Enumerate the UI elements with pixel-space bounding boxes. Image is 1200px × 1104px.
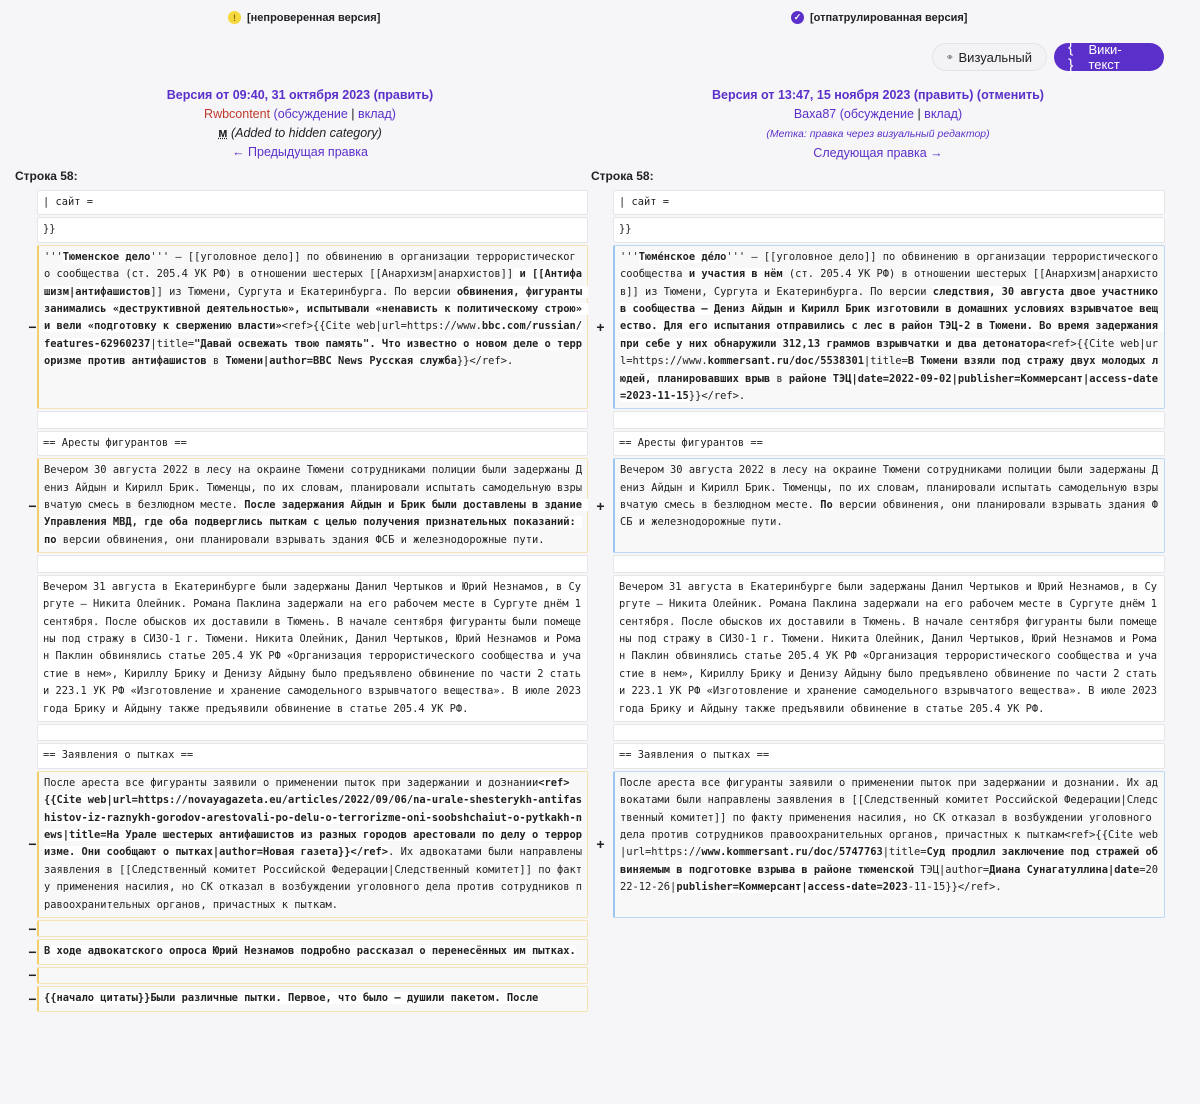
right-edit-tag: (Метка: правка через визуальный редактор) [766,128,990,140]
context-line-right [613,724,1165,741]
check-circle-icon: ✓ [791,11,804,24]
next-edit-link[interactable]: Следующая правка → [813,146,943,160]
text-segment: |title= [150,337,195,350]
changed-text: По [820,499,833,512]
marker-spacer [588,431,613,456]
text-segment: ''' — [[уголовное дело]] по обвинению в организации террористического сообщества [620,250,1165,281]
changed-text: Диана Сунагатуллина|date [989,863,1140,876]
changed-text: и [[Антифашизм|антифашистов [44,268,583,298]
deleted-marker: − [28,990,37,1007]
right-user-link[interactable]: Baxa87 [793,107,837,121]
visual-mode-button[interactable] [932,43,1047,71]
context-line-right [613,743,1165,768]
previous-edit-link[interactable]: ← Предыдущая правка [232,145,368,159]
wikitext-mode-button[interactable] [1054,39,1164,74]
deleted-line [37,986,588,1011]
right-edit-link[interactable]: править [917,88,970,102]
text-segment: После ареста все фигуранты заявили о применении пыток при задержании и дознании. Их адвокатами были направлены заявления в [[Следственный комитет Российской Федерации|Следственный комитет]] по факту применения насилия, но СК отказал в возбуждении уголовного дела против сотрудников правоохранительных органов, причастных к пыткам<ref>{{Cite web|url=https:// [620,776,1158,859]
text-segment: ''' — [[уголовное дело]] по обвинению в организации террористического сообщества (ст. 205.4 УК РФ) в отношении шестерых [[Анархизм|анархистов]] [44,250,576,281]
added-line [613,771,1165,918]
text-segment: | сайт = [619,196,670,208]
empty-right-cell [613,986,1165,1011]
left-status-badge [228,11,380,24]
left-user-link[interactable]: Rwbcontent [204,107,271,121]
added-line [613,245,1165,410]
text-segment: }} [43,223,56,236]
context-line-left [37,575,588,722]
deleted-marker: − [28,319,37,336]
left-talk-link[interactable]: обсуждение [277,107,348,121]
context-line-left [37,217,588,242]
text-segment: |title= [882,846,927,859]
deleted-marker: − [28,497,37,514]
deleted-line [37,939,588,964]
text-segment: == Заявления о пытках == [619,749,770,762]
left-version-link[interactable]: Версия от 09:40, 31 октября 2023 [166,88,371,102]
text-segment: в [770,372,789,385]
diff-table [28,190,1165,1012]
text-segment: Вечером 31 августа в Екатеринбурге были задержаны Данил Чертыков и Юрий Незнамов, в Сургуте — Никита Олейник. Романа Паклина задержали на его рабочем месте в Сургуте днём 1 сентября. После обысков их доставили в Тюмень. В начале сентября фигуранты были помещены под стражу в СИЗО-1 г. Тюмени. Никита Олейник, Данил Чертыков, Юрий Незнамов и Роман Паклин обвинялись статье 205.4 УК РФ «Организация террористического сообщества и участие в нем», Кириллу Брику и Денизу Айдыну было предъявлено обвинение по части 2 статьи 223.1 УК РФ «Изготовление и хранение самодельного взрывчатого вещества». В июле 2023 года Брику и Айдыну также предъявили обвинение в статье 205.4 УК РФ. [619,580,1164,715]
marker-spacer [588,967,613,984]
text-segment: == Аресты фигурантов == [43,436,187,449]
marker-spacer [588,743,613,768]
text-segment: ]] из Тюмени, Сургута и Екатеринбурга. По версии [150,285,457,298]
changed-text: обвинения, фигуранты занимались «деструктивной деятельностью», испытывали «ненависть к политическому строю» и вели «подготовку к свержению власти» [44,285,589,333]
changed-text: Тюме́нское де́ло [638,250,727,263]
context-line-left [37,724,588,741]
text-segment: версии обвинения, они планировали взрывать здания ФСБ и железнодорожные пути. [56,533,545,546]
changed-text: publisher=Коммерсант|access-date=2023 [676,881,908,894]
right-revision-meta: Версия от 13:47, 15 ноября 2023 (править) (отменить) Baxa87 (обсуждение | вклад) (Метка: правка через визуальный редактор) Следующая правка → [712,88,1044,160]
text-segment: версии обвинения, они планировали взрывать здания ФСБ и железнодорожные пути. [620,499,1158,529]
wikitext-mode-label: Вики-текст [1088,42,1122,72]
context-line-left [37,190,588,215]
empty-right-cell [613,920,1165,937]
changed-text: bbc.com/russian/features-62960237 [44,320,582,350]
right-status-text: [отпатрулированная версия] [810,11,968,24]
marker-spacer [588,411,613,428]
text-segment: Вечером 30 августа 2022 в лесу на окраине Тюмени сотрудниками полиции были задержаны Дениз Айдын и Кирилл Брик. Тюменцы, по их словам, планировали испытать самодельную взрывчатую смесь в безлюдном месте. [44,464,582,512]
text-segment: }} [619,223,632,236]
visual-mode-label: Визуальный [958,49,1032,65]
text-segment: в [206,355,226,368]
added-marker: + [596,319,605,336]
marker-spacer [588,217,613,242]
context-line-left [37,743,588,768]
left-revision-meta: Версия от 09:40, 31 октября 2023 (править) Rwbcontent (обсуждение | вклад) м (Added to hidden category) ← Предыдущая правка [166,88,434,159]
text-segment: =2022-12-26| [620,863,1159,894]
right-line-header: Строка 58: [591,169,654,183]
context-line-right [613,431,1165,456]
marker-spacer [28,431,37,456]
marker-spacer [28,217,37,242]
minor-edit-mark: м [218,126,228,140]
changed-text: Тюменское дело [62,250,151,263]
marker-spacer [588,939,613,964]
context-line-right [613,575,1165,722]
context-line-left [37,431,588,456]
deleted-marker: − [28,944,37,961]
marker-spacer [28,724,37,741]
right-version-link[interactable]: Версия от 13:47, 15 ноября 2023 [712,88,911,102]
left-status-text: [непроверенная версия] [247,11,381,24]
text-segment: (ст. 205.4 УК РФ) в отношении шестерых [[Анархизм|анархистов]] из Тюмени, Сургута и Екатеринбурга. По версии [620,268,1159,298]
deleted-line [37,771,588,918]
text-segment: |title= [864,355,908,368]
text-segment: Вечером 30 августа 2022 в лесу на окраине Тюмени сотрудниками полиции были задержаны Дениз Айдын и Кирилл Брик. Тюменцы, по их словам, планировали испытать самодельную взрывчатую смесь в безлюдном месте. [620,464,1158,512]
context-line-left [37,411,588,428]
undo-link[interactable]: отменить [981,88,1040,102]
left-edit-link[interactable]: править [377,88,430,102]
text-segment: -11-15}}</ref>. [907,881,1002,894]
marker-spacer [28,555,37,572]
left-contribs-link[interactable]: вклад [357,107,392,121]
text-segment: ''' [620,250,639,263]
context-line-left [37,555,588,572]
marker-spacer [588,986,613,1011]
marker-spacer [28,411,37,428]
text-segment: == Заявления о пытках == [43,749,194,762]
warning-icon: ! [228,11,241,24]
added-marker: + [596,497,605,514]
empty-right-cell [613,967,1165,984]
changed-text: районе ТЭЦ|date=2022-09-02|publisher=Коммерсант|access-date=2023-11-15 [620,372,1159,403]
braces-icon: { } [1068,39,1074,74]
deleted-line [37,245,588,410]
deleted-line [37,920,588,937]
marker-spacer [588,190,613,215]
deleted-marker: − [28,920,37,937]
text-segment: <ref>{{Cite web|url=https://www. [281,320,482,333]
deleted-line [37,458,588,553]
changed-text: "Давай освежать твою память". Что известно о новом деле о терроризме против антифашистов [44,337,583,368]
deleted-line [37,967,588,984]
deleted-marker: − [28,967,37,984]
changed-text: После задержания Айдын и Брик были доставлены в здание Управления МВД, где оба подверглись пыткам с целью получения признательных показаний: по [44,499,589,546]
context-line-right [613,555,1165,572]
right-status-badge [791,11,967,24]
marker-spacer [588,724,613,741]
context-line-right [613,190,1165,215]
changed-text: kommersant.ru/doc/5538301 [707,355,864,368]
marker-spacer [588,575,613,722]
right-contribs-link[interactable]: вклад [924,107,958,121]
marker-spacer [28,743,37,768]
marker-spacer [588,555,613,572]
marker-spacer [588,920,613,937]
added-marker: + [596,836,605,853]
text-segment: <ref>{{Cite web|url=https://www. [620,337,1158,368]
deleted-marker: − [28,836,37,853]
left-line-header: Строка 58: [15,169,78,183]
text-segment: Вечером 31 августа в Екатеринбурге были задержаны Данил Чертыков и Юрий Незнамов, в Сургуте — Никита Олейник. Романа Паклина задержали на его рабочем месте в Сургуте днём 1 сентября. После обысков их доставили в Тюмень. В начале сентября фигуранты были помещены под стражу в СИЗО-1 г. Тюмени. Никита Олейник, Данил Чертыков, Юрий Незнамов и Роман Паклин обвинялись статье 205.4 УК РФ «Организация террористического сообщества и участие в нем», Кириллу Брику и Денизу Айдыну было предъявлено обвинение по части 2 статьи 223.1 УК РФ «Изготовление и хранение самодельного взрывчатого вещества». В июле 2023 года Брику и Айдыну также предъявили обвинение в статье 205.4 УК РФ. [43,580,588,715]
right-talk-link[interactable]: обсуждение [843,107,914,121]
changed-text: www.kommersant.ru/doc/5747763 [701,846,883,859]
text-segment: }}</ref>. [456,355,514,368]
text-segment: . Их адвокатами были направлены заявления в [[Следственный комитет Российской Федерации|Следственный комитет]] по факту применения насилия, но СК отказал в возбуждении уголовного дела против сотрудников правоохранительных органов, причастных к пыткам. [44,846,589,911]
text-segment: }}</ref>. [688,390,746,403]
context-line-right [613,411,1165,428]
empty-right-cell [613,939,1165,964]
marker-spacer [28,190,37,215]
text-segment: После ареста все фигуранты заявили о применении пыток при задержании и дознании [44,776,539,789]
added-line [613,458,1165,553]
changed-text: В Тюмени взяли под стражу двух молодых людей, планировавших врыв [620,355,1159,385]
changed-text: следствия, 30 августа двое участников сообщества — Дениз Айдын и Кирилл Брик изготовили в домашних условиях взрывчатое вещество. Для его испытания отправились с лес в район ТЭЦ-2 в Тюмени. Во время задержания при себе у них обнаружили 312,13 граммов взрывчатки и два детонатора [620,285,1165,350]
text-segment: == Аресты фигурантов == [619,436,763,449]
context-line-right [613,217,1165,242]
changed-text: <ref>{{Cite web|url=https://novayagazeta.eu/articles/2022/09/06/na-urale-shesterykh-antifashistov-iz-raznykh-gorodov-arestovali-po-delu-o-terrorizme-oni-soobshchaiut-o-pytkakh-news|title=На Урале шестерых антифашистов из разных городов арестовали по делу о терроризме. Они сообщают о пытках|author=Новая газета}}</ref> [44,776,582,859]
changed-text: Тюмени|author=BBC News Русская служба [225,355,457,368]
text-segment: ''' [44,250,63,263]
changed-text: {{начало цитаты}}Были различные пытки. Первое, что было — душили пакетом. После [44,992,539,1005]
changed-text: Суд продлил заключение под стражей обвиняемым в подготовке взрыва в районе тюменской [620,846,1159,876]
changed-text: В ходе адвокатского опроса Юрий Незнамов подробно рассказал о перенесённых им пытках. [44,945,576,958]
left-edit-summary: (Added to hidden category) [230,126,382,140]
text-segment: | сайт = [43,196,94,208]
marker-spacer [28,575,37,722]
text-segment: ТЭЦ|author= [914,863,990,876]
eye-icon [947,51,953,63]
changed-text: и участия в нём [688,268,783,281]
